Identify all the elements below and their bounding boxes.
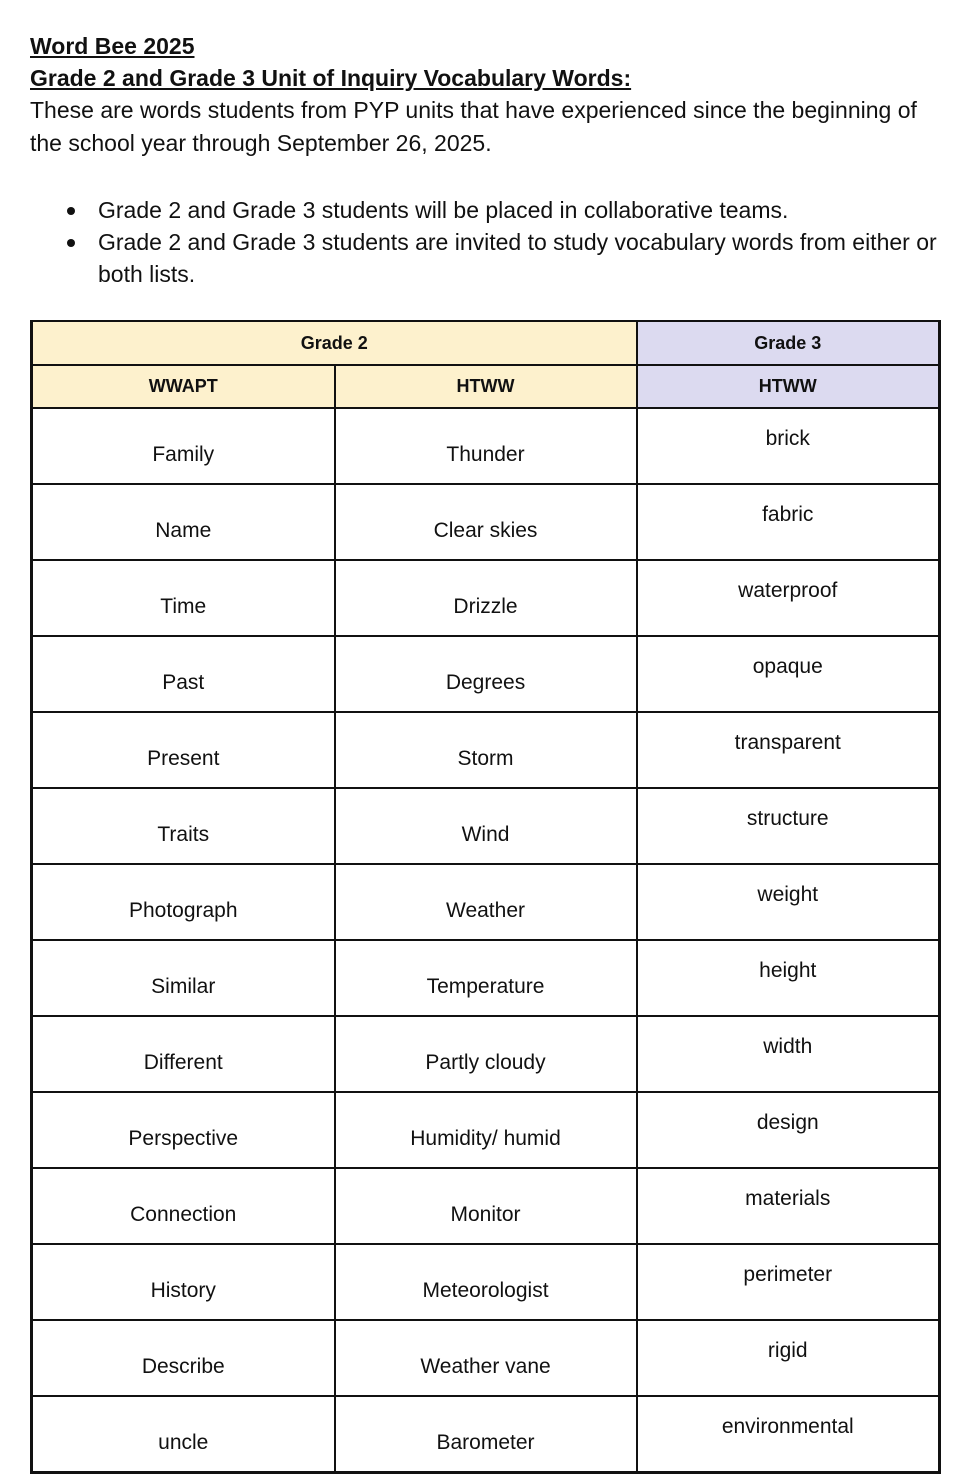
vocabulary-table bbox=[30, 320, 941, 1474]
wwapt-word-cell: Name bbox=[32, 484, 335, 560]
column-header-wwapt: WWAPT bbox=[32, 365, 335, 408]
htww-grade2-word-cell: Barometer bbox=[335, 1396, 637, 1473]
intro-paragraph: These are words students from PYP units that have experienced since the beginning of the school year through September 26, 2025. bbox=[30, 97, 917, 156]
vocabulary-rows bbox=[32, 408, 940, 1473]
wwapt-word-cell: Past bbox=[32, 636, 335, 712]
grade-3-header: Grade 3 bbox=[637, 321, 940, 365]
table-row bbox=[32, 1016, 940, 1092]
htww-grade3-word-cell: environmental bbox=[637, 1396, 940, 1473]
grade-2-header: Grade 2 bbox=[32, 321, 637, 365]
table-row bbox=[32, 712, 940, 788]
htww-grade3-word-cell: transparent bbox=[637, 712, 940, 788]
htww-grade2-word-cell: Weather bbox=[335, 864, 637, 940]
column-header-htww-grade2: HTWW bbox=[335, 365, 637, 408]
htww-grade2-word-cell: Storm bbox=[335, 712, 637, 788]
wwapt-word-cell: Similar bbox=[32, 940, 335, 1016]
htww-grade2-word-cell: Weather vane bbox=[335, 1320, 637, 1396]
htww-grade2-word-cell: Clear skies bbox=[335, 484, 637, 560]
htww-grade2-word-cell: Wind bbox=[335, 788, 637, 864]
htww-grade3-word-cell: waterproof bbox=[637, 560, 940, 636]
doc-subtitle: Grade 2 and Grade 3 Unit of Inquiry Vocabulary Words: bbox=[30, 65, 632, 91]
table-row bbox=[32, 864, 940, 940]
wwapt-word-cell: Photograph bbox=[32, 864, 335, 940]
wwapt-word-cell: uncle bbox=[32, 1396, 335, 1473]
table-row bbox=[32, 788, 940, 864]
htww-grade2-word-cell: Partly cloudy bbox=[335, 1016, 637, 1092]
htww-grade3-word-cell: structure bbox=[637, 788, 940, 864]
htww-grade2-word-cell: Meteorologist bbox=[335, 1244, 637, 1320]
table-row bbox=[32, 940, 940, 1016]
table-row bbox=[32, 636, 940, 712]
table-row bbox=[32, 484, 940, 560]
htww-grade3-word-cell: design bbox=[637, 1092, 940, 1168]
htww-grade2-word-cell: Degrees bbox=[335, 636, 637, 712]
document bbox=[30, 30, 940, 290]
htww-grade2-word-cell: Monitor bbox=[335, 1168, 637, 1244]
table-row bbox=[32, 1396, 940, 1473]
htww-grade2-word-cell: Temperature bbox=[335, 940, 637, 1016]
wwapt-word-cell: Perspective bbox=[32, 1092, 335, 1168]
wwapt-word-cell: History bbox=[32, 1244, 335, 1320]
table-row bbox=[32, 1168, 940, 1244]
wwapt-word-cell: Describe bbox=[32, 1320, 335, 1396]
column-header-htww-grade3: HTWW bbox=[637, 365, 940, 408]
htww-grade3-word-cell: weight bbox=[637, 864, 940, 940]
htww-grade3-word-cell: brick bbox=[637, 408, 940, 484]
doc-title: Word Bee 2025 bbox=[30, 33, 195, 59]
htww-grade3-word-cell: height bbox=[637, 940, 940, 1016]
bullet-item: Grade 2 and Grade 3 students are invited to study vocabulary words from either or both lists. bbox=[30, 226, 940, 290]
table-row bbox=[32, 1092, 940, 1168]
wwapt-word-cell: Family bbox=[32, 408, 335, 484]
table-row bbox=[32, 408, 940, 484]
wwapt-word-cell: Time bbox=[32, 560, 335, 636]
htww-grade3-word-cell: fabric bbox=[637, 484, 940, 560]
wwapt-word-cell: Different bbox=[32, 1016, 335, 1092]
htww-grade2-word-cell: Thunder bbox=[335, 408, 637, 484]
htww-grade2-word-cell: Drizzle bbox=[335, 560, 637, 636]
htww-grade2-word-cell: Humidity/ humid bbox=[335, 1092, 637, 1168]
wwapt-word-cell: Connection bbox=[32, 1168, 335, 1244]
table-row bbox=[32, 1244, 940, 1320]
bullet-list bbox=[30, 194, 940, 290]
bullet-item: Grade 2 and Grade 3 students will be placed in collaborative teams. bbox=[30, 194, 940, 226]
table-row bbox=[32, 560, 940, 636]
htww-grade3-word-cell: width bbox=[637, 1016, 940, 1092]
table-row bbox=[32, 1320, 940, 1396]
wwapt-word-cell: Traits bbox=[32, 788, 335, 864]
wwapt-word-cell: Present bbox=[32, 712, 335, 788]
htww-grade3-word-cell: rigid bbox=[637, 1320, 940, 1396]
htww-grade3-word-cell: perimeter bbox=[637, 1244, 940, 1320]
htww-grade3-word-cell: materials bbox=[637, 1168, 940, 1244]
htww-grade3-word-cell: opaque bbox=[637, 636, 940, 712]
